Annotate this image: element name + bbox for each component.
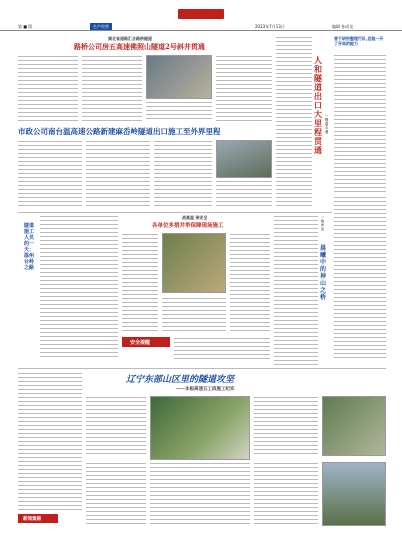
newspaper-logo (178, 9, 224, 19)
article-9-subtitle: ——本桓高速五工段施工纪实 (176, 387, 235, 392)
article-1 (18, 36, 273, 122)
article-2-body-col2 (86, 140, 150, 208)
section-divider (18, 212, 332, 213)
article-2-body-col4 (216, 180, 272, 208)
page-editor: 编辑 孙成龙 (332, 24, 354, 29)
section-divider-2 (18, 368, 386, 369)
article-2-body-col3 (154, 140, 212, 208)
article-8 (274, 215, 332, 365)
article-2-body-col1 (18, 140, 82, 208)
page-date: 2023年7月13日 (255, 24, 285, 29)
article-7-body (174, 337, 270, 359)
article-1-photo (146, 55, 212, 99)
article-9-body-col2 (254, 396, 318, 456)
article-7-banner (122, 337, 170, 347)
masthead (0, 0, 402, 34)
page-number: 第 ■ 版 (18, 24, 33, 29)
article-7-title: 安全提醒 (130, 339, 151, 346)
article-3-title: 人和隧道出口大里程贯通 (314, 55, 322, 155)
article-9-photo-2 (322, 396, 386, 456)
article-9-body-col4 (150, 462, 250, 526)
article-8-kicker: 一线声音 (321, 215, 325, 231)
article-6 (122, 215, 270, 365)
article-1-title: 路桥公司房五高速佛照山隧道2号斜井贯通 (74, 42, 205, 51)
article-4-body (334, 54, 386, 194)
article-2-title: 市政公司南台温高速公路新建麻岙岭隧道出口施工至外界里程 (18, 127, 221, 136)
article-1-body-col4 (216, 55, 272, 121)
article-4 (334, 36, 386, 194)
article-9-body-col5 (254, 462, 318, 526)
article-1-body-col3 (146, 101, 212, 121)
article-1-body-col1 (18, 55, 78, 121)
article-1-kicker: 湖北省道路汇合路桥隧道 (108, 36, 152, 41)
article-4-continued (334, 196, 386, 358)
article-6-photo (162, 233, 226, 293)
article-10-title: 新闻集锦 (23, 516, 41, 522)
article-5-title: 隧道施工人员的一天：温州台岭之路 (24, 223, 35, 271)
article-5 (18, 215, 118, 360)
left-column-news (18, 372, 82, 512)
section-tag: 生产经营 (90, 23, 112, 31)
article-3 (276, 36, 332, 208)
article-9 (86, 372, 386, 530)
article-2-photo (216, 140, 272, 178)
article-9-body-col1 (86, 396, 146, 456)
header-rule (0, 30, 402, 31)
article-9-photo-1 (150, 396, 250, 460)
article-6-title: 各单位多措并举保障现场施工 (152, 223, 224, 229)
article-6-body-col1 (122, 233, 158, 333)
article-9-photo-3 (322, 462, 386, 526)
article-9-body-col3 (86, 462, 146, 526)
article-1-body-col2 (82, 55, 142, 121)
article-3-body (276, 36, 312, 208)
article-2 (18, 122, 273, 210)
article-6-body-col3 (230, 233, 270, 333)
article-6-body-col2 (162, 297, 226, 333)
article-4-title: 晋于研别整理行队,忠挺一开了开局的能力 (334, 36, 384, 46)
article-8-title: 晨曦中的神山之桥 (320, 245, 327, 301)
article-9-title: 辽宁东部山区里的隧道攻坚 (126, 375, 235, 385)
article-8-body (274, 215, 318, 365)
article-6-kicker: 战高温 保安全 (182, 215, 208, 220)
article-10-banner (18, 514, 58, 523)
article-5-body (40, 215, 118, 360)
article-3-kicker: 一线奋斗者 (325, 114, 329, 134)
